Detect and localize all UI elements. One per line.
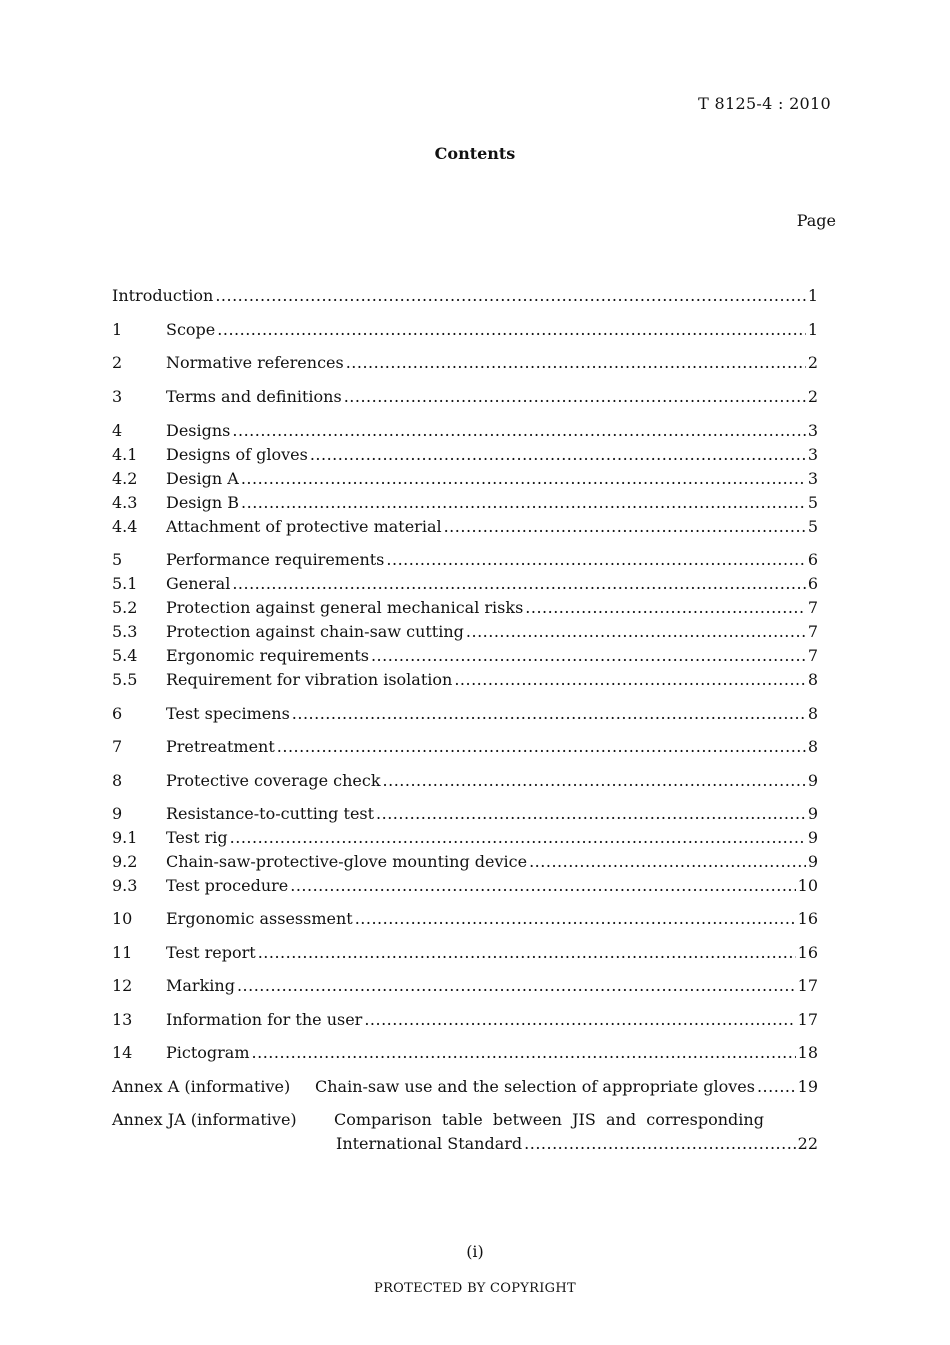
toc-entry-title: Test rig	[166, 828, 228, 847]
toc-entry[interactable]	[112, 736, 818, 758]
toc-entry-annex-ja-line2[interactable]	[112, 1133, 818, 1155]
toc-entry-title: Design A	[166, 469, 239, 488]
toc-entry[interactable]	[112, 597, 818, 619]
toc-entry-page: 17	[797, 976, 818, 995]
section-number: 10	[112, 909, 133, 928]
section-number: 4.3	[112, 493, 138, 512]
toc-entry[interactable]	[112, 468, 818, 490]
annex-label: Annex A (informative)	[112, 1077, 291, 1096]
leader-dots	[371, 645, 806, 667]
leader-dots	[525, 597, 806, 619]
title-word: corresponding	[646, 1110, 764, 1129]
toc-entry-page: 8	[807, 670, 818, 689]
toc-entry[interactable]	[112, 942, 818, 964]
toc-entry[interactable]	[112, 319, 818, 341]
title-word: JIS	[572, 1110, 596, 1129]
toc-entry[interactable]	[112, 386, 818, 408]
leader-dots	[232, 420, 805, 442]
toc-entry-title: Chain-saw-protective-glove mounting device	[166, 852, 528, 871]
toc-entry-title: Marking	[166, 976, 235, 995]
section-number: 9.2	[112, 852, 138, 871]
leader-dots	[444, 516, 806, 538]
toc-entry-title: Protection against chain-saw cutting	[166, 622, 464, 641]
toc-entry[interactable]	[112, 875, 818, 897]
toc-entry-page: 16	[797, 943, 818, 962]
toc-entry-title: Attachment of protective material	[166, 517, 442, 536]
leader-dots	[466, 621, 806, 643]
section-number: 4.2	[112, 469, 138, 488]
leader-dots	[346, 352, 806, 374]
toc-entry-title: Ergonomic assessment	[166, 909, 353, 928]
annex-ja-title-line1	[334, 1109, 764, 1131]
leader-dots	[383, 770, 806, 792]
toc-entry-page: 5	[807, 517, 818, 536]
page-title: Contents	[434, 144, 516, 163]
toc-entry[interactable]	[112, 492, 818, 514]
toc-entry-page: 9	[807, 804, 818, 823]
leader-dots	[757, 1076, 796, 1098]
toc-entry-title: Ergonomic requirements	[166, 646, 369, 665]
leader-dots	[232, 573, 805, 595]
section-number: 9.1	[112, 828, 138, 847]
toc-entry-page: 9	[807, 771, 818, 790]
toc-entry-page: 7	[807, 646, 818, 665]
toc-entry-title: Scope	[166, 320, 216, 339]
leader-dots	[241, 492, 806, 514]
leader-dots	[310, 444, 806, 466]
toc-entry-title: Terms and definitions	[166, 387, 342, 406]
leader-dots	[524, 1133, 795, 1155]
toc-entry-page: 1	[807, 320, 818, 339]
section-number: 14	[112, 1043, 133, 1062]
section-number: 4	[112, 421, 123, 440]
toc-entry-page: 10	[797, 876, 818, 895]
toc-entry-annex-ja[interactable]	[112, 1109, 818, 1131]
section-number: 9.3	[112, 876, 138, 895]
section-number: 5.5	[112, 670, 138, 689]
toc-entry-title: Chain-saw use and the selection of appropriate gloves	[315, 1077, 755, 1096]
section-number: 4.1	[112, 445, 138, 464]
toc-entry-title: Pretreatment	[166, 737, 275, 756]
toc-entry-title: International Standard	[336, 1134, 523, 1153]
toc-entry[interactable]	[112, 851, 818, 873]
toc-entry-title: Test procedure	[166, 876, 289, 895]
toc-entry[interactable]	[112, 827, 818, 849]
toc-entry[interactable]	[112, 516, 818, 538]
toc-entry-title: Design B	[166, 493, 240, 512]
section-number: 12	[112, 976, 133, 995]
toc-entry[interactable]	[112, 770, 818, 792]
leader-dots	[215, 285, 805, 307]
leader-dots	[277, 736, 806, 758]
toc-entry-page: 3	[807, 421, 818, 440]
toc-entry-page: 3	[807, 469, 818, 488]
toc-entry-page: 6	[807, 550, 818, 569]
toc-entry[interactable]	[112, 549, 818, 571]
leader-dots	[386, 549, 805, 571]
section-number: 11	[112, 943, 133, 962]
toc-entry-page: 7	[807, 622, 818, 641]
toc-entry[interactable]	[112, 1042, 818, 1064]
toc-entry-title: Protective coverage check	[166, 771, 381, 790]
toc-entry-title: Designs of gloves	[166, 445, 308, 464]
toc-entry-page: 2	[807, 353, 818, 372]
toc-entry-page: 3	[807, 445, 818, 464]
title-word: and	[606, 1110, 637, 1129]
standard-code: T 8125-4 : 2010	[698, 94, 831, 113]
leader-dots	[217, 319, 806, 341]
toc-entry[interactable]	[112, 803, 818, 825]
toc-entry-title: General	[166, 574, 231, 593]
section-number: 9	[112, 804, 123, 823]
leader-dots	[258, 942, 796, 964]
section-number: 5	[112, 550, 123, 569]
toc-entry-page: 19	[797, 1077, 818, 1096]
toc-entry[interactable]	[112, 573, 818, 595]
toc-entry-title: Information for the user	[166, 1010, 363, 1029]
leader-dots	[292, 703, 806, 725]
section-number: 2	[112, 353, 123, 372]
section-number: 1	[112, 320, 123, 339]
toc-entry-title: Resistance-to-cutting test	[166, 804, 375, 823]
page-number: (i)	[466, 1242, 484, 1261]
toc-entry[interactable]	[112, 420, 818, 442]
toc-entry-title: Performance requirements	[166, 550, 385, 569]
leader-dots	[241, 468, 806, 490]
leader-dots	[290, 875, 795, 897]
leader-dots	[355, 908, 796, 930]
toc-entry-title: Pictogram	[166, 1043, 250, 1062]
toc-entry-page: 8	[807, 737, 818, 756]
toc-entry-page: 5	[807, 493, 818, 512]
toc-entry-page: 6	[807, 574, 818, 593]
section-number: 5.4	[112, 646, 138, 665]
leader-dots	[364, 1009, 795, 1031]
toc-entry[interactable]	[112, 908, 818, 930]
toc-entry-title: Requirement for vibration isolation	[166, 670, 453, 689]
toc-entry[interactable]	[112, 621, 818, 643]
leader-dots	[252, 1042, 796, 1064]
toc-entry-page: 2	[807, 387, 818, 406]
toc-entry[interactable]	[112, 444, 818, 466]
title-word: table	[441, 1110, 483, 1129]
toc-entry-introduction[interactable]	[112, 285, 818, 307]
toc-entry-page: 9	[807, 852, 818, 871]
toc-entry-page: 18	[797, 1043, 818, 1062]
toc-entry-page: 9	[807, 828, 818, 847]
leader-dots	[529, 851, 806, 873]
toc-entry-annex-a[interactable]	[112, 1076, 818, 1098]
toc-entry-page: 7	[807, 598, 818, 617]
section-number: 6	[112, 704, 123, 723]
copyright-footer: PROTECTED BY COPYRIGHT	[374, 1281, 576, 1296]
toc-entry[interactable]	[112, 352, 818, 374]
section-number: 5.3	[112, 622, 138, 641]
leader-dots	[454, 669, 806, 691]
toc-entry[interactable]	[112, 703, 818, 725]
title-word: between	[492, 1110, 562, 1129]
leader-dots	[376, 803, 806, 825]
annex-label: Annex JA (informative)	[112, 1110, 297, 1129]
leader-dots	[230, 827, 806, 849]
section-number: 5.1	[112, 574, 138, 593]
section-number: 3	[112, 387, 123, 406]
toc-entry-page: 1	[807, 286, 818, 305]
toc-entry-title: Test report	[166, 943, 256, 962]
section-number: 5.2	[112, 598, 138, 617]
toc-entry[interactable]	[112, 1009, 818, 1031]
toc-entry-title: Introduction	[112, 286, 214, 305]
toc-entry-page: 16	[797, 909, 818, 928]
toc-entry-title: Test specimens	[166, 704, 290, 723]
toc-entry-title: Designs	[166, 421, 231, 440]
toc-entry-title: Normative references	[166, 353, 344, 372]
toc-entry[interactable]	[112, 669, 818, 691]
leader-dots	[344, 386, 806, 408]
toc-entry-page: 17	[797, 1010, 818, 1029]
leader-dots	[237, 975, 796, 997]
section-number: 7	[112, 737, 123, 756]
page-column-label: Page	[796, 211, 836, 230]
toc-entry[interactable]	[112, 645, 818, 667]
title-word: Comparison	[334, 1110, 432, 1129]
section-number: 13	[112, 1010, 133, 1029]
section-number: 4.4	[112, 517, 138, 536]
toc-entry[interactable]	[112, 975, 818, 997]
section-number: 8	[112, 771, 123, 790]
toc-entry-page: 8	[807, 704, 818, 723]
toc-entry-page: 22	[797, 1134, 818, 1153]
toc-entry-title: Protection against general mechanical risks	[166, 598, 524, 617]
